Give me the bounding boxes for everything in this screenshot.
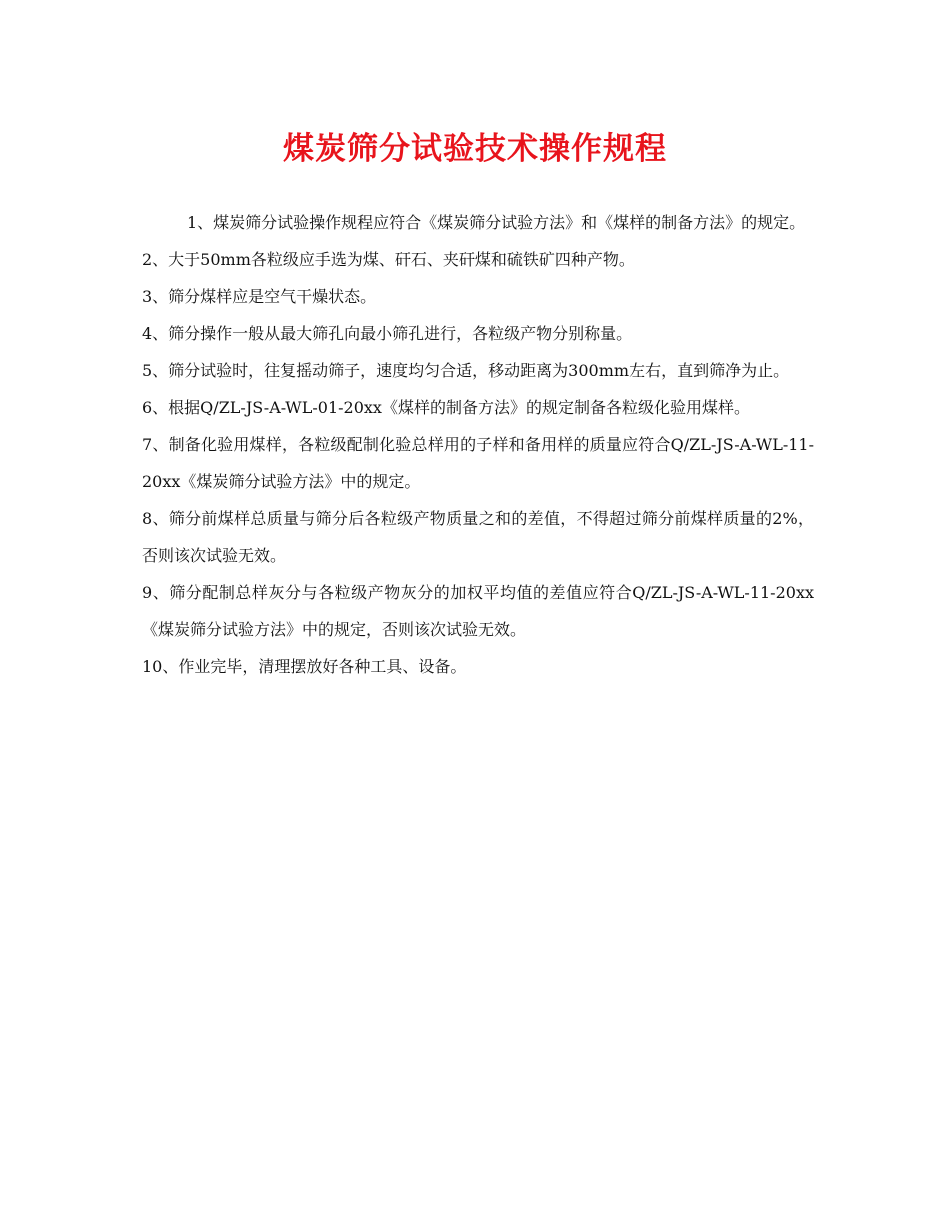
paragraph-2: 2、大于50mm各粒级应手选为煤、矸石、夹矸煤和硫铁矿四种产物。 (142, 250, 635, 269)
paragraph-8: 8、筛分前煤样总质量与筛分后各粒级产物质量之和的差值，不得超过筛分前煤样质量的2%，否则该次试验无效。 (142, 509, 814, 565)
paragraph-10: 10、作业完毕，清理摆放好各种工具、设备。 (142, 657, 467, 676)
paragraph-6: 6、根据Q/ZL-JS-A-WL-01-20xx《煤样的制备方法》的规定制备各粒级化验用煤样。 (142, 398, 750, 417)
paragraph-9: 9、筛分配制总样灰分与各粒级产物灰分的加权平均值的差值应符合Q/ZL-JS-A-WL-11-20xx《煤炭筛分试验方法》中的规定，否则该次试验无效。 (142, 583, 814, 639)
paragraph-4: 4、筛分操作一般从最大筛孔向最小筛孔进行，各粒级产物分别称量。 (142, 324, 633, 343)
paragraph-5: 5、筛分试验时，往复摇动筛子，速度均匀合适，移动距离为300mm左右，直到筛净为止。 (142, 361, 790, 380)
paragraph-1: 1、煤炭筛分试验操作规程应符合《煤炭筛分试验方法》和《煤样的制备方法》的规定。 (187, 213, 806, 232)
paragraph-7: 7、制备化验用煤样，各粒级配制化验总样用的子样和备用样的质量应符合Q/ZL-JS-A-WL-11-20xx《煤炭筛分试验方法》中的规定。 (142, 435, 814, 491)
document-body (142, 204, 814, 685)
document-title: 煤炭筛分试验技术操作规程 (283, 131, 667, 167)
paragraph-3: 3、筛分煤样应是空气干燥状态。 (142, 287, 377, 306)
